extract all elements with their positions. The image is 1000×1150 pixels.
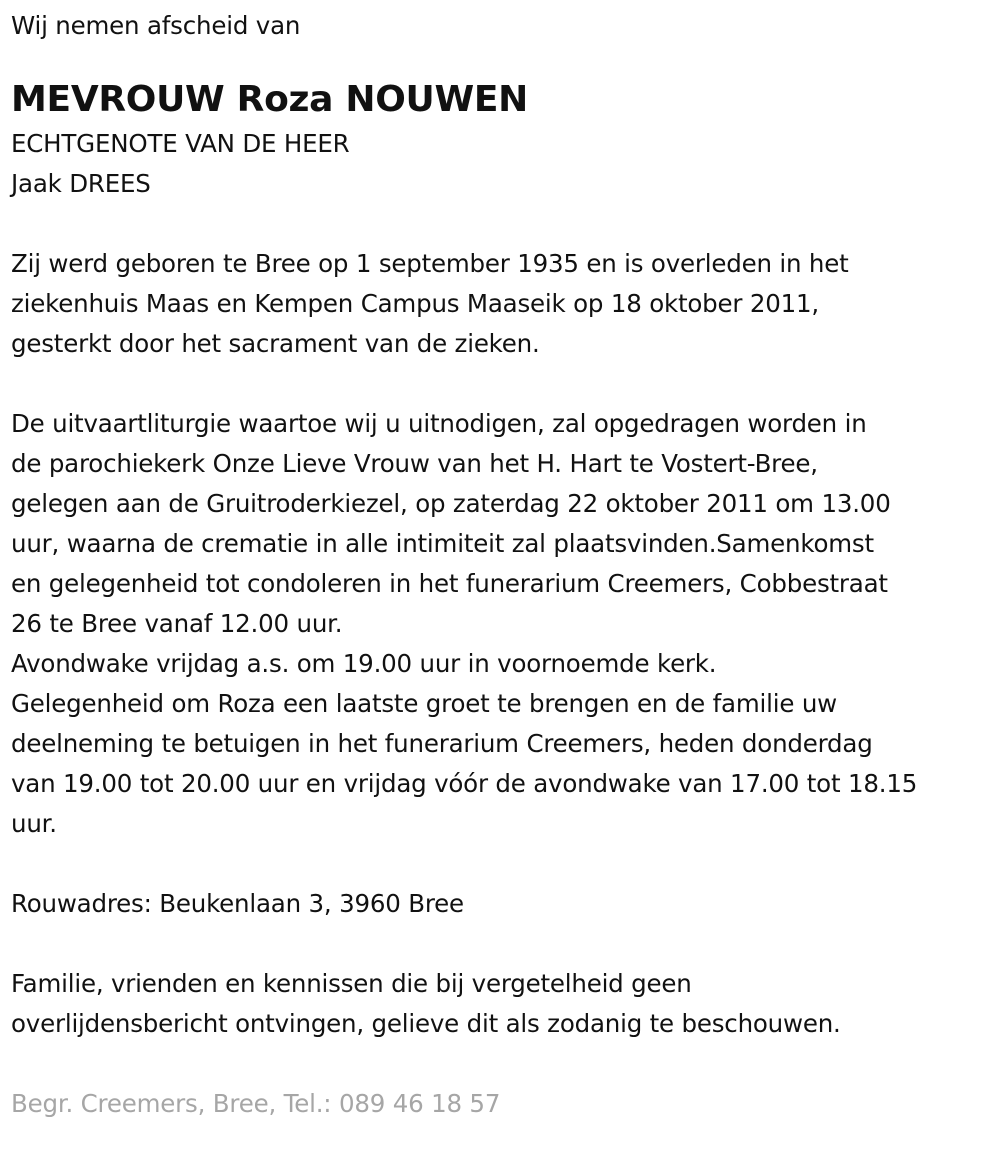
notice-paragraph <box>11 964 1000 1044</box>
paragraph-line: deelneming te betuigen in het funerarium Creemers, heden donderdag <box>11 729 873 758</box>
funeral-home-footer: Begr. Creemers, Bree, Tel.: 089 46 18 57 <box>11 1089 501 1118</box>
paragraph-line: uur, waarna de crematie in alle intimiteit zal plaatsvinden.Samenkomst <box>11 529 874 558</box>
paragraph-line: Gelegenheid om Roza een laatste groet te brengen en de familie uw <box>11 689 837 718</box>
paragraph-line: De uitvaartliturgie waartoe wij u uitnodigen, zal opgedragen worden in <box>11 409 867 438</box>
spouse-label: ECHTGENOTE VAN DE HEER <box>11 129 350 158</box>
paragraph-line: en gelegenheid tot condoleren in het funerarium Creemers, Cobbestraat <box>11 569 888 598</box>
deceased-name: MEVROUW Roza NOUWEN <box>11 79 529 120</box>
spacer <box>11 1044 1000 1084</box>
paragraph-line: van 19.00 tot 20.00 uur en vrijdag vóór de avondwake van 17.00 tot 18.15 <box>11 769 918 798</box>
paragraph-line: ziekenhuis Maas en Kempen Campus Maaseik op 18 oktober 2011, <box>11 289 819 318</box>
paragraph-line: gesterkt door het sacrament van de zieken. <box>11 329 540 358</box>
mourning-address: Rouwadres: Beukenlaan 3, 3960 Bree <box>11 889 464 918</box>
paragraph-line: Avondwake vrijdag a.s. om 19.00 uur in voornoemde kerk. <box>11 649 717 678</box>
paragraph-line: de parochiekerk Onze Lieve Vrouw van het H. Hart te Vostert-Bree, <box>11 449 818 478</box>
paragraph-line: overlijdensbericht ontvingen, gelieve dit als zodanig te beschouwen. <box>11 1009 841 1038</box>
paragraph-line: 26 te Bree vanaf 12.00 uur. <box>11 609 343 638</box>
spacer <box>11 364 1000 404</box>
paragraph-line: Familie, vrienden en kennissen die bij vergetelheid geen <box>11 969 692 998</box>
paragraph-line: Zij werd geboren te Bree op 1 september 1935 en is overleden in het <box>11 249 849 278</box>
spacer <box>11 204 1000 244</box>
paragraph-line: gelegen aan de Gruitroderkiezel, op zaterdag 22 oktober 2011 om 13.00 <box>11 489 891 518</box>
intro-text: Wij nemen afscheid van <box>11 11 301 40</box>
spacer <box>11 844 1000 884</box>
spacer <box>11 924 1000 964</box>
funeral-paragraph <box>11 404 1000 844</box>
birth-paragraph <box>11 244 1000 364</box>
paragraph-line: uur. <box>11 809 57 838</box>
spouse-name: Jaak DREES <box>11 169 151 198</box>
